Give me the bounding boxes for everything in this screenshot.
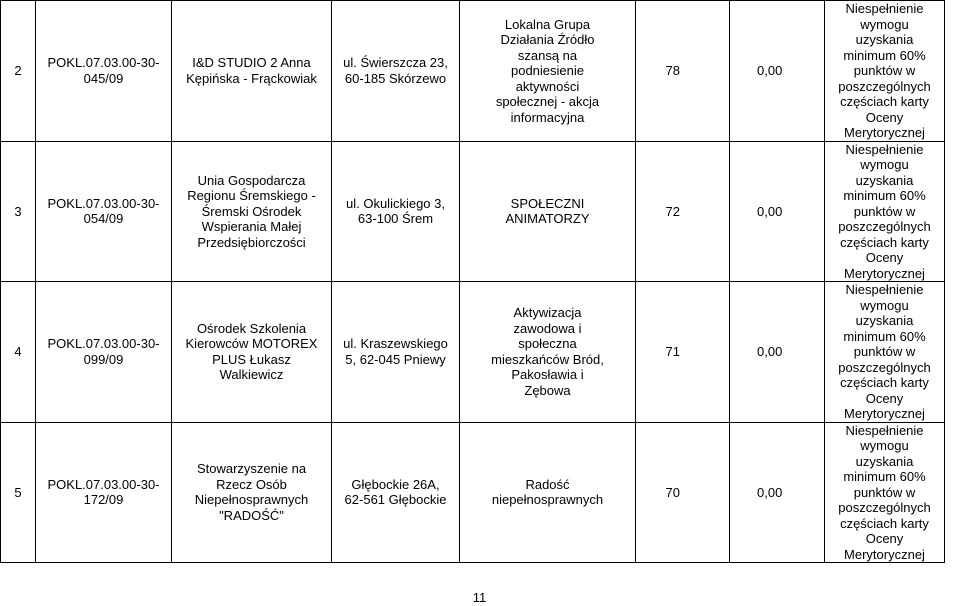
applicant-name: I&D STUDIO 2 Anna Kępińska - Frąckowiak: [172, 1, 332, 142]
row-number: 3: [1, 141, 36, 282]
points-cell: [636, 141, 730, 282]
project-code: POKL.07.03.00-30- 045/09: [36, 1, 172, 142]
points-cell: [636, 1, 730, 142]
project-code: POKL.07.03.00-30- 054/09: [36, 141, 172, 282]
applicant-address: ul. Okulickiego 3, 63-100 Śrem: [332, 141, 460, 282]
project-code: POKL.07.03.00-30- 099/09: [36, 282, 172, 423]
amount-cell: [730, 422, 825, 563]
amount-cell: [730, 141, 825, 282]
project-title: SPOŁECZNI ANIMATORZY: [460, 141, 636, 282]
project-title: Lokalna Grupa Działania Źródło szansą na podniesienie aktywności społecznej - akcja informacyjna: [460, 1, 636, 142]
amount-value: 0,00: [757, 484, 783, 500]
amount-cell: [730, 282, 825, 423]
applicant-name: Stowarzyszenie na Rzecz Osób Niepełnosprawnych "RADOŚĆ": [172, 422, 332, 563]
applicant-address: Głębockie 26A, 62-561 Głębockie: [332, 422, 460, 563]
applicant-address: ul. Świerszcza 23, 60-185 Skórzewo: [332, 1, 460, 142]
points-cell: [636, 282, 730, 423]
project-title: Radość niepełnosprawnych: [460, 422, 636, 563]
applicant-name: Unia Gospodarcza Regionu Śremskiego - Śremski Ośrodek Wspierania Małej Przedsiębiorczości: [172, 141, 332, 282]
points-cell: [636, 422, 730, 563]
project-code: POKL.07.03.00-30- 172/09: [36, 422, 172, 563]
rejection-reason: Niespełnienie wymogu uzyskania minimum 60% punktów w poszczególnych częściach karty Oceny Merytorycznej: [825, 282, 945, 423]
table-row: [1, 422, 945, 563]
rejection-reason: Niespełnienie wymogu uzyskania minimum 60% punktów w poszczególnych częściach karty Oceny Merytorycznej: [825, 422, 945, 563]
points-value: 78: [665, 63, 680, 78]
project-title: Aktywizacja zawodowa i społeczna mieszkańców Bród, Pakosławia i Zębowa: [460, 282, 636, 423]
points-value: 70: [665, 484, 680, 500]
amount-cell: [730, 1, 825, 142]
applicant-address: ul. Kraszewskiego 5, 62-045 Pniewy: [332, 282, 460, 423]
page-number: 11: [472, 590, 487, 605]
row-number: 2: [1, 1, 36, 142]
rejection-reason: Niespełnienie wymogu uzyskania minimum 60% punktów w poszczególnych częściach karty Oceny Merytorycznej: [825, 1, 945, 142]
amount-value: 0,00: [757, 63, 783, 78]
applicant-name: Ośrodek Szkolenia Kierowców MOTOREX PLUS Łukasz Walkiewicz: [172, 282, 332, 423]
row-number: 4: [1, 282, 36, 423]
points-value: 71: [665, 344, 680, 359]
row-number: 5: [1, 422, 36, 563]
amount-value: 0,00: [757, 344, 783, 359]
table-row: [1, 141, 945, 282]
points-value: 72: [665, 203, 680, 219]
amount-value: 0,00: [757, 203, 783, 219]
table-row: [1, 282, 945, 423]
table-row: [1, 1, 945, 142]
rejection-reason: Niespełnienie wymogu uzyskania minimum 60% punktów w poszczególnych częściach karty Oceny Merytorycznej: [825, 141, 945, 282]
